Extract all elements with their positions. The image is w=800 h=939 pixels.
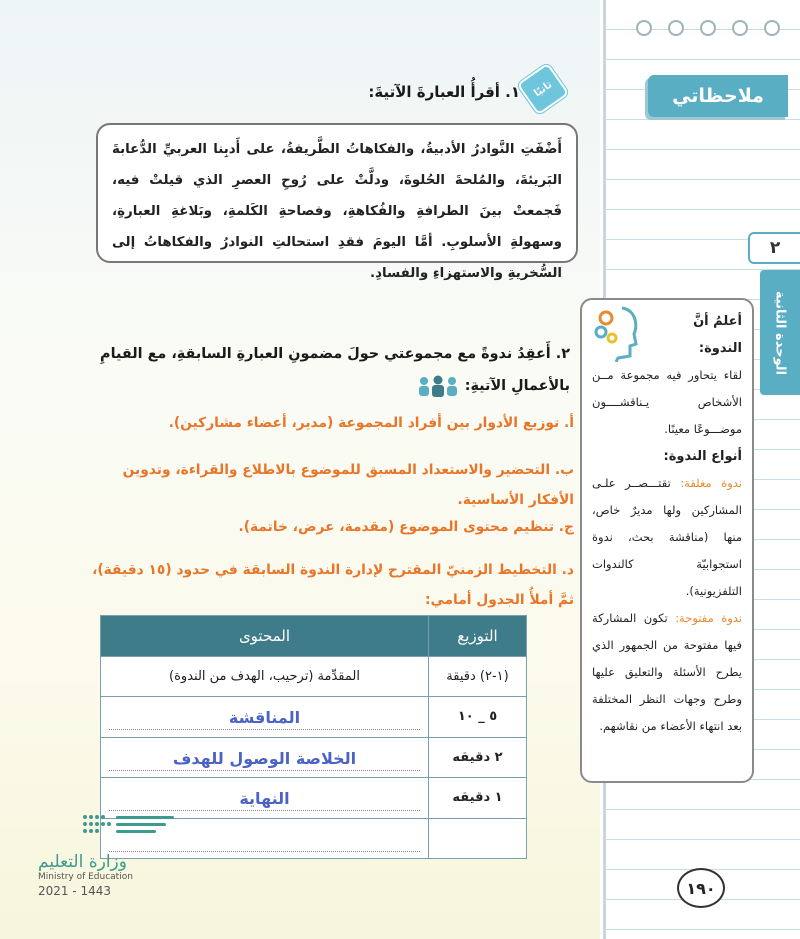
question-2 <box>90 338 570 402</box>
question-2-title: ٢. أَعقِدُ ندوةً مع مجموعتي حولَ مضمونِ العبارةِ السابقةِ، مع القيامِ بالأعمالِ الآتيةِ: <box>100 346 570 394</box>
task-d: د. التخطيط الزمنيّ المقترح لإدارة الندوة السابقة في حدود (١٥ دقيقة)، ثمَّ أملأُ الجدول أمامي: <box>92 562 574 608</box>
answer-line: المناقشة <box>109 703 420 730</box>
header-content: المحتوى <box>101 616 429 657</box>
open-seminar <box>592 605 742 740</box>
time-cell[interactable]: ١ دقيقه <box>429 778 527 819</box>
content-cell[interactable] <box>101 697 429 738</box>
task-c: ج. تنظيم محتوى الموضوع (مقدمة، عرض، خاتمة). <box>238 519 574 535</box>
ring-icon <box>764 20 780 36</box>
ministry-name-english: Ministry of Education <box>38 872 133 882</box>
page-number: ١٩٠ <box>677 868 725 908</box>
time-cell: (١-٢) دقيقة <box>429 656 527 697</box>
unit-label: الوحدة الثانية <box>772 290 788 375</box>
group-icon <box>416 374 460 398</box>
task-a: أ. توزيع الأدوار بين أفراد المجموعة (مدير، أعضاء مشاركين). <box>168 415 574 431</box>
closed-seminar <box>592 470 742 605</box>
task-b: ب. التحضير والاستعداد المسبق للموضوع بالاطلاع والقراءة، وتدوين الأفكار الأساسية. <box>122 462 574 508</box>
table-row <box>101 656 527 697</box>
reading-passage: أَضْفَتِ النَّوادرُ الأدبيةُ، والفكاهاتُ الطَّريفةُ، على أَدبِنا العربيِّ الدُّعابةَ البَريئةَ، والمُلحةَ الحُلوةَ، ودلَّتْ على رُوحِ العصرِ الذي قيلتْ فيه، فَجمعتْ بينَ الطرافةِ والفُكاهةِ، وفصاحةِ الكَلمةِ، وبَلاغةِ العبارةِ، وسهولةِ الأسلوبِ. أمَّا اليومَ فقدِ استحالتِ النوادرُ والفكاهاتُ إلى السُّخريةِ والاستهزاءِ والفسادِ. <box>96 123 578 263</box>
ministry-logo-icon <box>80 812 180 842</box>
table-row <box>101 737 527 778</box>
seminar-definition: لقاء يتحاور فيه مجموعة مــن الأشخاص يـناقشــــون موضـــوعًا معينًا. <box>592 368 742 436</box>
ministry-name-arabic: وزارة التعليم <box>38 852 127 872</box>
answer-line: الخلاصة الوصول للهدف <box>109 744 420 771</box>
edition-year: 2021 - 1443 <box>38 884 112 898</box>
content-cell[interactable] <box>101 737 429 778</box>
question-1-title: ١. أقرأُ العبارةَ الآتيةَ: <box>368 83 520 101</box>
open-label: ندوة مفتوحة: <box>675 611 743 625</box>
notes-title: ملاحظاتي <box>648 75 788 117</box>
ring-icon <box>668 20 684 36</box>
closed-text: تقتـــصــر علـى المشاركين ولها مديرٌ خاص، منها (مناقشة بحث، ندوة استجوابيّة كالندوات التلفزيونية). <box>592 476 742 598</box>
answer-line: النهاية <box>109 784 420 811</box>
box-title: أعلمُ أنَّ <box>693 314 742 329</box>
ring-icon <box>636 20 652 36</box>
time-cell[interactable]: ٥ _ ١٠ <box>429 697 527 738</box>
seminar-label: الندوة: <box>698 341 742 356</box>
section-badge-label: ثانيًا <box>532 79 554 99</box>
closed-label: ندوة مغلقة: <box>680 476 743 490</box>
ring-icon <box>700 20 716 36</box>
ring-icon <box>732 20 748 36</box>
unit-label-tab <box>760 270 800 395</box>
header-time: التوزيع <box>429 616 527 657</box>
table-row <box>101 697 527 738</box>
did-you-know-box <box>580 298 754 783</box>
time-cell[interactable]: ٢ دقيقه <box>429 737 527 778</box>
content-cell: المقدِّمة (ترحيب، الهدف من الندوة) <box>101 656 429 697</box>
table-header-row <box>101 616 527 657</box>
open-text: تكون المشاركة فيها مفتوحة من الجمهور الذي يطرح الأسئلة والتعليق عليها وطرح وجهات النظر المختلفة بعد انتهاء الأعضاء من نقاشهم. <box>592 611 742 733</box>
types-label: أنواع الندوة: <box>663 449 742 464</box>
time-cell[interactable] <box>429 818 527 859</box>
unit-number: ٢ <box>748 232 800 264</box>
thinking-head-icon <box>592 304 640 362</box>
